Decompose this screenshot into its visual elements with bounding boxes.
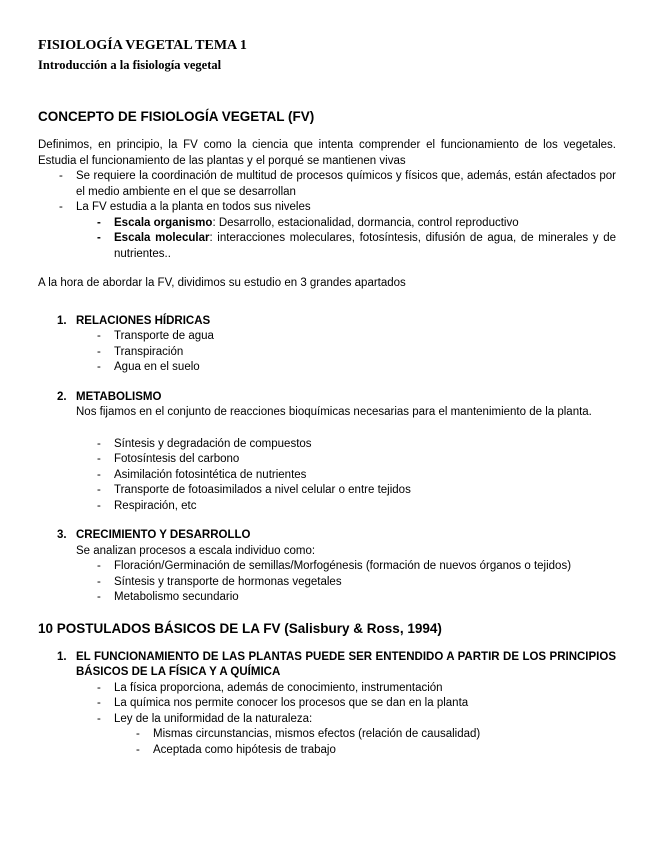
concepto-bullet-1: - Se requiere la coordinación de multitud de procesos químicos y físicos que, además, están afectados por el medio ambiente en el que se desarrollan	[38, 169, 616, 200]
escala-organismo-label: Escala organismo	[114, 216, 213, 229]
apartado-3-description: Se analizan procesos a escala individuo como:	[76, 544, 316, 557]
list-item: - Síntesis y degradación de compuestos	[38, 437, 616, 453]
list-subitem: - Aceptada como hipótesis de trabajo	[38, 743, 616, 759]
apartado-1-list	[38, 329, 616, 376]
apartado-2-description: Nos fijamos en el conjunto de reacciones bioquímicas necesarias para el mantenimiento de la planta.	[76, 406, 592, 418]
concepto-intro-paragraph: Definimos, en principio, la FV como la ciencia que intenta comprender el funcionamiento de los vegetales. Estudia el funcionamiento de las plantas y el porqué se mantienen vivas	[38, 139, 616, 167]
postulado-1-heading	[38, 650, 616, 681]
document-title: FISIOLOGÍA VEGETAL TEMA 1	[38, 38, 247, 53]
list-item: - Síntesis y transporte de hormonas vegetales	[38, 575, 616, 591]
list-item: - La física proporciona, además de conocimiento, instrumentación	[38, 681, 616, 697]
apartados-intro: A la hora de abordar la FV, dividimos su estudio en 3 grandes apartados	[38, 277, 406, 289]
list-item: - Ley de la uniformidad de la naturaleza:	[38, 712, 616, 728]
list-item: - Agua en el suelo	[38, 360, 616, 376]
escala-molecular-text: : interacciones moleculares, fotosíntesis, difusión de agua, de minerales y de nutrientes..	[114, 232, 616, 260]
apartado-1-title: RELACIONES HÍDRICAS	[76, 314, 211, 327]
apartado-1-heading	[38, 314, 616, 330]
section-heading-postulados: 10 POSTULADOS BÁSICOS DE LA FV (Salisbury & Ross, 1994)	[38, 620, 442, 636]
list-item: - Asimilación fotosintética de nutrientes	[38, 468, 616, 484]
apartado-2-list	[38, 437, 616, 515]
list-subitem: - Mismas circunstancias, mismos efectos (relación de causalidad)	[38, 727, 616, 743]
list-item: - Transporte de fotoasimilados a nivel celular o entre tejidos	[38, 483, 616, 499]
list-item: - Respiración, etc	[38, 499, 616, 515]
apartado-3-heading	[38, 528, 616, 544]
list-item: - La química nos permite conocer los procesos que se dan en la planta	[38, 696, 616, 712]
document-page	[38, 36, 616, 758]
list-item: - Transpiración	[38, 345, 616, 361]
apartado-2-title: METABOLISMO	[76, 390, 162, 403]
document-subtitle: Introducción a la fisiología vegetal	[38, 58, 222, 72]
list-item: - Transporte de agua	[38, 329, 616, 345]
apartado-3-number: 3.	[57, 529, 67, 541]
escala-organismo-text: : Desarrollo, estacionalidad, dormancia, control reproductivo	[212, 216, 519, 229]
apartado-3-list	[38, 559, 616, 606]
list-item: - Fotosíntesis del carbono	[38, 452, 616, 468]
apartado-3-title: CRECIMIENTO Y DESARROLLO	[76, 529, 251, 541]
postulado-1-list	[38, 681, 616, 759]
list-item: - Floración/Germinación de semillas/Morfogénesis (formación de nuevos órganos o tejidos)	[38, 559, 616, 575]
concepto-bullet-2: - La FV estudia a la planta en todos sus niveles	[38, 200, 616, 216]
postulado-1-title: EL FUNCIONAMIENTO DE LAS PLANTAS PUEDE SER ENTENDIDO A PARTIR DE LOS PRINCIPIOS BÁSICOS DE LA FÍSICA Y A QUÍMICA	[76, 650, 616, 678]
apartado-1-number: 1.	[57, 314, 67, 327]
list-item: - Metabolismo secundario	[38, 590, 616, 606]
escala-molecular-item	[38, 231, 616, 262]
apartado-2-number: 2.	[57, 390, 67, 403]
postulado-1-number: 1.	[57, 650, 67, 663]
section-heading-concepto: CONCEPTO DE FISIOLOGÍA VEGETAL (FV)	[38, 109, 315, 124]
escala-molecular-label: Escala molecular	[114, 232, 210, 244]
escala-organismo-item	[38, 216, 616, 232]
apartado-2-heading	[38, 390, 616, 406]
concepto-bullet-list	[38, 169, 616, 262]
